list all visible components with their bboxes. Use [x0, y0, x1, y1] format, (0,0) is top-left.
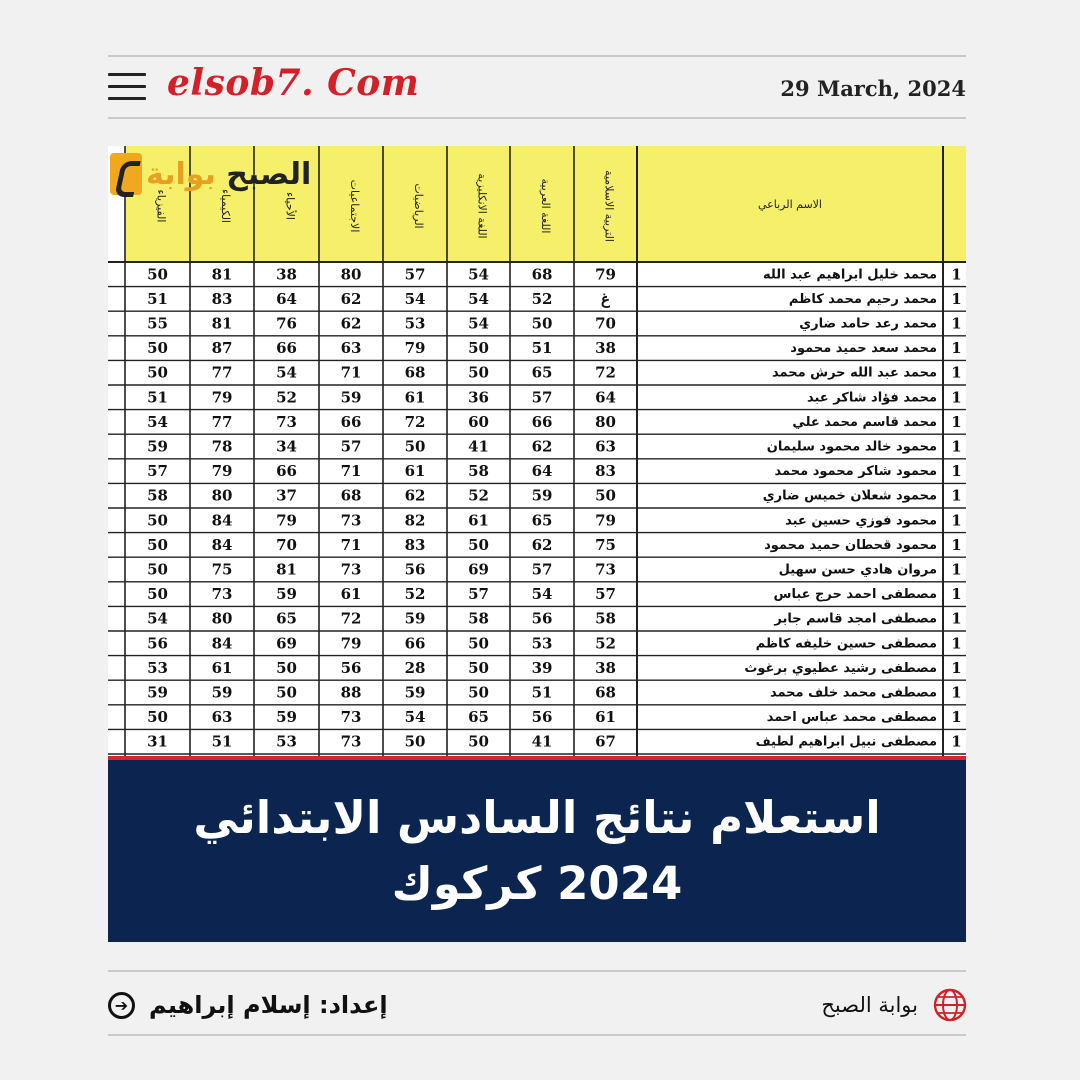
publish-date: 29 March, 2024 [780, 76, 966, 101]
score-cell: 84 [211, 535, 233, 554]
score-cell: 78 [211, 437, 233, 456]
score-cell: 75 [211, 560, 233, 579]
score-cell: 69 [468, 560, 489, 579]
row-number: 1 [951, 585, 962, 604]
student-name: محمد قاسم محمد علي [792, 414, 937, 430]
score-cell: 59 [404, 683, 426, 702]
score-cell: 80 [211, 486, 233, 505]
score-cell: 57 [147, 462, 168, 481]
column-header-subject: الاجتماعيات [348, 179, 361, 233]
score-cell: 50 [147, 339, 168, 358]
score-cell: 58 [468, 462, 489, 481]
score-cell: 50 [468, 658, 489, 677]
score-cell: 83 [595, 462, 616, 481]
headline-banner [108, 760, 966, 942]
author-credit-text: إعداد: إسلام إبراهيم [149, 991, 388, 1019]
row-number: 1 [951, 511, 962, 530]
score-cell: 57 [595, 585, 616, 604]
score-cell: 73 [340, 708, 362, 727]
score-cell: 69 [276, 634, 297, 653]
headline-line-2: 2024 كركوك [391, 857, 683, 910]
score-cell: 57 [531, 388, 553, 407]
row-number: 1 [951, 412, 962, 431]
score-cell: 77 [211, 412, 233, 431]
score-cell: 41 [468, 437, 489, 456]
score-cell: 56 [531, 609, 553, 628]
student-name: مصطفى امجد قاسم جابر [774, 611, 937, 627]
row-number: 1 [951, 265, 962, 284]
score-cell: 34 [276, 437, 297, 456]
score-cell: 56 [340, 658, 362, 677]
student-name: محمد عبد الله حرش محمد [771, 365, 937, 381]
score-cell: 73 [340, 732, 362, 751]
score-cell: 28 [404, 658, 426, 677]
score-cell: 57 [531, 560, 553, 579]
score-cell: 50 [404, 732, 426, 751]
score-cell: 84 [211, 511, 233, 530]
score-cell: 52 [404, 585, 426, 604]
score-cell: 50 [468, 363, 489, 382]
score-cell: 59 [147, 437, 168, 456]
score-cell: 79 [595, 265, 616, 284]
score-cell: 50 [595, 486, 616, 505]
student-name: محمد خليل ابراهيم عبد الله [763, 267, 937, 283]
brand-word-2: الصبح [226, 156, 312, 192]
score-cell: 79 [340, 634, 362, 653]
score-cell: 51 [531, 683, 553, 702]
student-name: محمد سعد حميد محمود [790, 341, 937, 357]
score-cell: 72 [595, 363, 616, 382]
score-cell: 66 [531, 412, 553, 431]
score-cell: 76 [276, 314, 297, 333]
score-cell: 50 [147, 363, 168, 382]
score-cell: 64 [276, 289, 297, 308]
score-cell: 61 [595, 708, 616, 727]
header-divider [108, 117, 966, 119]
score-cell: 50 [147, 535, 168, 554]
row-number: 1 [951, 314, 962, 333]
score-cell: 57 [404, 265, 426, 284]
score-cell: 50 [147, 585, 168, 604]
score-cell: 50 [276, 683, 297, 702]
student-name: محمد رحيم محمد كاظم [788, 291, 937, 307]
score-cell: 65 [276, 609, 297, 628]
row-number: 1 [951, 486, 962, 505]
score-cell: 66 [276, 339, 297, 358]
row-number: 1 [951, 363, 962, 382]
score-cell: 59 [276, 585, 297, 604]
score-cell: 77 [211, 363, 233, 382]
score-cell: 83 [211, 289, 233, 308]
score-cell: 63 [340, 339, 362, 358]
score-cell: غ [601, 289, 610, 308]
score-cell: 64 [531, 462, 553, 481]
score-cell: 50 [468, 732, 489, 751]
student-name: محمود فوزي حسين عبد [785, 513, 937, 529]
student-name: محمود شعلان خميس ضاري [762, 488, 937, 504]
score-cell: 61 [211, 658, 233, 677]
score-cell: 83 [404, 535, 426, 554]
score-cell: 79 [404, 339, 426, 358]
score-cell: 55 [147, 314, 168, 333]
row-number: 1 [951, 634, 962, 653]
score-cell: 54 [147, 609, 168, 628]
score-cell: 79 [276, 511, 297, 530]
score-cell: 81 [276, 560, 297, 579]
score-cell: 61 [468, 511, 489, 530]
student-name: مصطفى حسين خليفه كاظم [755, 636, 937, 652]
score-cell: 59 [211, 683, 233, 702]
student-name: محمد فؤاد شاكر عبد [806, 390, 937, 406]
score-cell: 66 [340, 412, 362, 431]
arrow-right-circle-icon[interactable]: ➔ [108, 992, 135, 1019]
score-cell: 80 [211, 609, 233, 628]
row-number: 1 [951, 437, 962, 456]
score-cell: 57 [340, 437, 362, 456]
student-name: محمد رعد حامد ضاري [799, 316, 937, 332]
score-cell: 54 [404, 708, 426, 727]
column-header-subject: الفيزياء [154, 189, 168, 223]
column-header-name: الاسم الرباعي [758, 198, 822, 211]
column-header-subject: الأحياء [283, 192, 297, 220]
score-cell: 59 [276, 708, 297, 727]
score-cell: 38 [595, 339, 616, 358]
results-table [108, 146, 966, 757]
score-cell: 54 [468, 265, 489, 284]
score-cell: 50 [468, 683, 489, 702]
headline-line-1: استعلام نتائج السادس الابتدائي [193, 791, 881, 844]
score-cell: 71 [340, 462, 362, 481]
student-name: مصطفى محمد خلف محمد [769, 685, 937, 701]
score-cell: 67 [595, 732, 616, 751]
results-sheet-image [108, 146, 966, 757]
score-cell: 39 [531, 658, 553, 677]
score-cell: 59 [531, 486, 553, 505]
row-number: 1 [951, 462, 962, 481]
source-name: بوابة الصبح [821, 993, 918, 1017]
score-cell: 54 [531, 585, 553, 604]
row-number: 1 [951, 289, 962, 308]
score-cell: 31 [147, 732, 168, 751]
student-name: محمود قحطان حميد محمود [764, 537, 937, 553]
score-cell: 62 [340, 314, 362, 333]
score-cell: 53 [404, 314, 426, 333]
score-cell: 50 [404, 437, 426, 456]
score-cell: 87 [211, 339, 233, 358]
score-cell: 52 [276, 388, 297, 407]
score-cell: 41 [531, 732, 553, 751]
score-cell: 65 [531, 511, 553, 530]
student-name: مصطفى محمد عباس احمد [766, 710, 937, 726]
score-cell: 53 [276, 732, 297, 751]
score-cell: 73 [340, 511, 362, 530]
score-cell: 79 [211, 388, 233, 407]
score-cell: 73 [276, 412, 297, 431]
score-cell: 63 [595, 437, 616, 456]
column-header-subject: الرياضيات [412, 183, 425, 229]
score-cell: 52 [595, 634, 616, 653]
row-number: 1 [951, 708, 962, 727]
score-cell: 50 [276, 658, 297, 677]
score-cell: 50 [147, 560, 168, 579]
score-cell: 62 [404, 486, 426, 505]
score-cell: 80 [595, 412, 616, 431]
column-header-subject: الكيمياء [219, 188, 232, 224]
score-cell: 61 [404, 462, 426, 481]
source-link[interactable] [821, 985, 968, 1025]
site-logo[interactable]: elsob7. Com [167, 62, 420, 104]
score-cell: 64 [595, 388, 616, 407]
score-cell: 52 [531, 289, 553, 308]
score-cell: 66 [276, 462, 297, 481]
row-number: 1 [951, 535, 962, 554]
score-cell: 50 [147, 511, 168, 530]
student-name: مصطفى احمد حرج عباس [773, 587, 937, 603]
score-cell: 62 [531, 437, 553, 456]
score-cell: 51 [147, 289, 168, 308]
score-cell: 72 [340, 609, 362, 628]
footer-bottom-divider [108, 1034, 966, 1036]
score-cell: 70 [276, 535, 297, 554]
row-number: 1 [951, 658, 962, 677]
score-cell: 54 [404, 289, 426, 308]
score-cell: 54 [276, 363, 297, 382]
student-name: مصطفى رشيد عطيوي برغوث [744, 660, 937, 676]
student-name: محمود شاكر محمود محمد [774, 464, 937, 480]
score-cell: 73 [340, 560, 362, 579]
score-cell: 50 [468, 339, 489, 358]
brand-s-icon [110, 153, 142, 195]
score-cell: 58 [468, 609, 489, 628]
score-cell: 53 [147, 658, 168, 677]
footer-top-divider [108, 970, 966, 972]
score-cell: 50 [147, 265, 168, 284]
score-cell: 65 [468, 708, 489, 727]
score-cell: 51 [531, 339, 553, 358]
score-cell: 37 [276, 486, 297, 505]
row-number: 1 [951, 560, 962, 579]
row-number: 1 [951, 609, 962, 628]
score-cell: 84 [211, 634, 233, 653]
score-cell: 50 [468, 535, 489, 554]
globe-icon [932, 987, 968, 1023]
student-name: مروان هادي حسن سهيل [778, 562, 937, 578]
score-cell: 61 [404, 388, 426, 407]
score-cell: 88 [340, 683, 362, 702]
score-cell: 58 [147, 486, 168, 505]
score-cell: 50 [531, 314, 553, 333]
score-cell: 80 [340, 265, 362, 284]
score-cell: 71 [340, 535, 362, 554]
score-cell: 79 [211, 462, 233, 481]
score-cell: 65 [531, 363, 553, 382]
score-cell: 54 [468, 289, 489, 308]
score-cell: 54 [468, 314, 489, 333]
score-cell: 58 [595, 609, 616, 628]
student-name: مصطفى نبيل ابراهيم لطيف [755, 734, 937, 750]
column-header-subject: التربية الاسلامية [602, 170, 616, 242]
score-cell: 73 [595, 560, 616, 579]
top-divider [108, 55, 966, 57]
row-number: 1 [951, 339, 962, 358]
score-cell: 51 [147, 388, 168, 407]
score-cell: 59 [147, 683, 168, 702]
score-cell: 68 [595, 683, 616, 702]
brand-word-1: بوابة [146, 156, 216, 192]
score-cell: 73 [211, 585, 233, 604]
score-cell: 59 [404, 609, 426, 628]
score-cell: 81 [211, 265, 233, 284]
score-cell: 68 [531, 265, 553, 284]
score-cell: 51 [211, 732, 233, 751]
score-cell: 38 [276, 265, 297, 284]
score-cell: 68 [340, 486, 362, 505]
brand-watermark-logo [110, 150, 311, 198]
score-cell: 70 [595, 314, 616, 333]
score-cell: 61 [340, 585, 362, 604]
row-number: 1 [951, 683, 962, 702]
score-cell: 52 [468, 486, 489, 505]
score-cell: 66 [404, 634, 426, 653]
score-cell: 63 [211, 708, 233, 727]
author-credit[interactable] [108, 985, 388, 1025]
score-cell: 68 [404, 363, 426, 382]
score-cell: 54 [147, 412, 168, 431]
score-cell: 60 [468, 412, 489, 431]
score-cell: 75 [595, 535, 616, 554]
score-cell: 56 [531, 708, 553, 727]
column-header-subject: اللغة الانكليزية [475, 173, 489, 239]
menu-icon[interactable] [108, 73, 146, 103]
student-name: محمود خالد محمود سليمان [766, 439, 937, 455]
score-cell: 56 [404, 560, 426, 579]
score-cell: 50 [147, 708, 168, 727]
score-cell: 71 [340, 363, 362, 382]
score-cell: 72 [404, 412, 426, 431]
score-cell: 79 [595, 511, 616, 530]
score-cell: 56 [147, 634, 168, 653]
score-cell: 62 [531, 535, 553, 554]
score-cell: 59 [340, 388, 362, 407]
score-cell: 81 [211, 314, 233, 333]
column-header-subject: اللغة العربية [539, 178, 552, 234]
score-cell: 38 [595, 658, 616, 677]
score-cell: 36 [468, 388, 489, 407]
score-cell: 82 [404, 511, 426, 530]
score-cell: 53 [531, 634, 553, 653]
score-cell: 50 [468, 634, 489, 653]
score-cell: 62 [340, 289, 362, 308]
score-cell: 57 [468, 585, 489, 604]
row-number: 1 [951, 388, 962, 407]
row-number: 1 [951, 732, 962, 751]
